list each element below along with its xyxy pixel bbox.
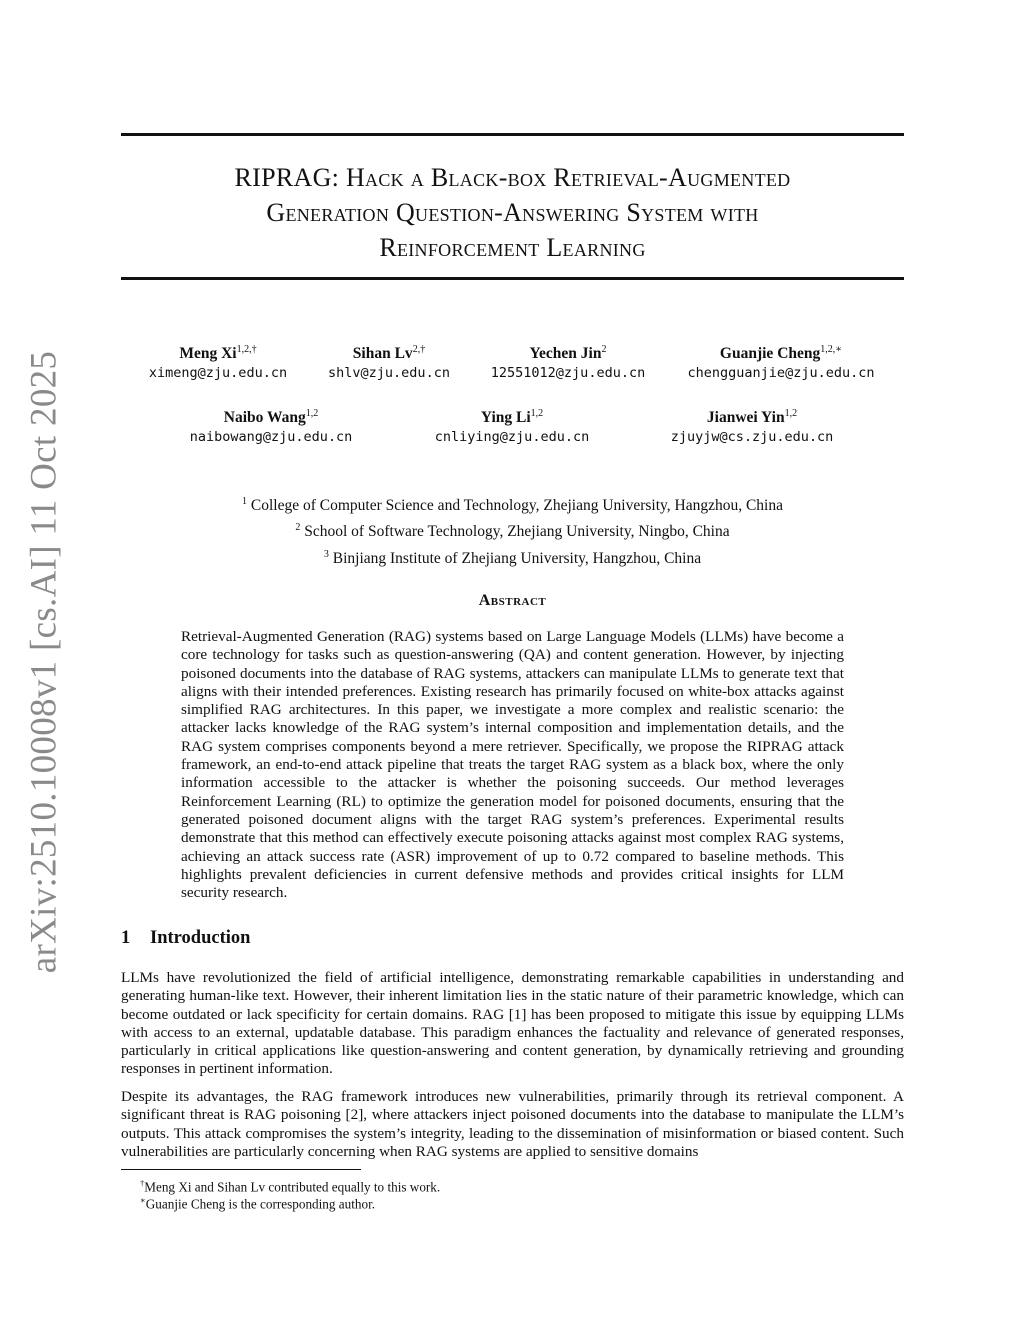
author-email: naibowang@zju.edu.cn	[189, 429, 353, 446]
affiliation-mark: 1	[242, 496, 247, 507]
author-marks: 2	[601, 344, 607, 355]
author-email: zjuyjw@cs.zju.edu.cn	[670, 429, 834, 446]
footnote-mark: ∗	[140, 1195, 146, 1205]
title-rule-top	[121, 133, 904, 136]
author-name: Guanjie Cheng	[719, 345, 821, 363]
author-email: chengguanjie@zju.edu.cn	[687, 365, 875, 382]
author-jianwei-yin	[632, 405, 872, 447]
affiliation-mark: 3	[323, 549, 329, 560]
section-title: Introduction	[150, 928, 251, 948]
intro-paragraph-2: Despite its advantages, the RAG framework introduces new vulnerabilities, primarily through its retrieval component. A significant threat is RAG poisoning [2], where attackers inject poisoned documents into the database to manipulate the LLM’s outputs. This attack compromises the system’s integrity, leading to the dissemination of misinformation or biased content. Such vulnerabilities are particularly concerning when RAG systems are applied to sensitive domains	[121, 1088, 904, 1160]
paper-title	[121, 160, 904, 265]
title-line-2: Generation Question-Answering System with	[266, 198, 759, 227]
author-marks: 1,2	[530, 408, 544, 419]
author-marks: 1,2	[784, 408, 798, 419]
affiliation-text: Binjiang Institute of Zhejiang University, Hangzhou, China	[332, 550, 702, 568]
author-name: Yechen Jin	[529, 345, 602, 363]
author-ying-li	[392, 405, 632, 447]
intro-paragraph-1: LLMs have revolutionized the field of artificial intelligence, demonstrating remarkable capabilities in understanding and generating human-like text. However, their inherent limitation lies in the static nature of their parametric knowledge, which can become outdated or lack specificity for certain domains. RAG [1] has been proposed to mitigate this issue by equipping LLMs with access to an external, updatable database. This paradigm enhances the factuality and relevance of generated responses, particularly in critical applications like question-answering and content generation, by dynamically retrieving and grounding responses in pertinent information.	[121, 969, 904, 1078]
author-marks: 1,2,†	[236, 344, 257, 355]
author-yechen-jin	[448, 341, 688, 383]
author-email: ximeng@zju.edu.cn	[148, 365, 288, 382]
affiliation-3	[121, 545, 904, 569]
author-name: Sihan Lv	[352, 345, 413, 363]
footnote-rule	[121, 1169, 361, 1170]
title-line-3: Reinforcement Learning	[379, 233, 646, 262]
affiliation-1	[121, 492, 904, 516]
abstract-heading: Abstract	[478, 592, 547, 609]
footnote-mark: †	[140, 1178, 145, 1188]
author-name: Jianwei Yin	[706, 409, 785, 427]
author-marks: 1,2	[305, 408, 319, 419]
affiliation-mark: 2	[295, 522, 301, 533]
footnote-text: Guanjie Cheng is the corresponding author.	[145, 1196, 376, 1212]
footnote-text: Meng Xi and Sihan Lv contributed equally to this work.	[144, 1179, 441, 1195]
title-rule-bottom	[121, 277, 904, 280]
abstract-text: Retrieval-Augmented Generation (RAG) systems based on Large Language Models (LLMs) have become a core technology for tasks such as question-answering (QA) and content generation. However, by injecting poisoned documents into the database of RAG systems, attackers can manipulate LLMs to generate text that aligns with their intended preferences. Existing research has primarily focused on white-box attacks against simplified RAG architectures. In this paper, we investigate a more complex and realistic scenario: the attacker lacks knowledge of the RAG system’s internal composition and implementation details, and the RAG system comprises components beyond a mere retriever. Specifically, we propose the RIPRAG attack framework, an end-to-end attack pipeline that treats the target RAG system as a black box, where the only information accessible to the attacker is whether the poisoning succeeds. Our method leverages Reinforcement Learning (RL) to optimize the generation model for poisoned documents, ensuring that the generated poisoned document aligns with the target RAG system’s preferences. Experimental results demonstrate that this method can effectively execute poisoning attacks against most complex RAG systems, achieving an attack success rate (ASR) improvement of up to 0.72 compared to baseline methods. This highlights prevalent deficiencies in current defensive methods and provides critical insights for LLM security research.	[181, 628, 844, 902]
arxiv-side-stamp	[0, 0, 65, 1325]
section-number: 1	[121, 928, 131, 948]
author-naibo-wang	[151, 405, 391, 447]
author-guanjie-cheng	[661, 341, 901, 383]
footnote-corresponding-author	[140, 1192, 375, 1212]
author-email: shlv@zju.edu.cn	[328, 365, 450, 382]
author-marks: 1,2,∗	[820, 344, 843, 355]
affiliation-text: School of Software Technology, Zhejiang University, Ningbo, China	[304, 523, 730, 541]
affiliation-text: College of Computer Science and Technology, Zhejiang University, Hangzhou, China	[250, 497, 783, 515]
author-name: Meng Xi	[179, 345, 237, 363]
author-email: 12551012@zju.edu.cn	[490, 365, 646, 382]
author-email: cnliying@zju.edu.cn	[434, 429, 590, 446]
section-heading-introduction	[121, 928, 250, 949]
author-name: Naibo Wang	[223, 409, 306, 427]
title-line-1: RIPRAG: Hack a Black-box Retrieval-Augmented	[234, 163, 791, 192]
author-marks: 2,†	[412, 344, 426, 355]
author-name: Ying Li	[480, 409, 531, 427]
affiliation-2	[121, 518, 904, 542]
arxiv-identifier: arXiv:2510.10008v1 [cs.AI] 11 Oct 2025	[23, 350, 65, 974]
